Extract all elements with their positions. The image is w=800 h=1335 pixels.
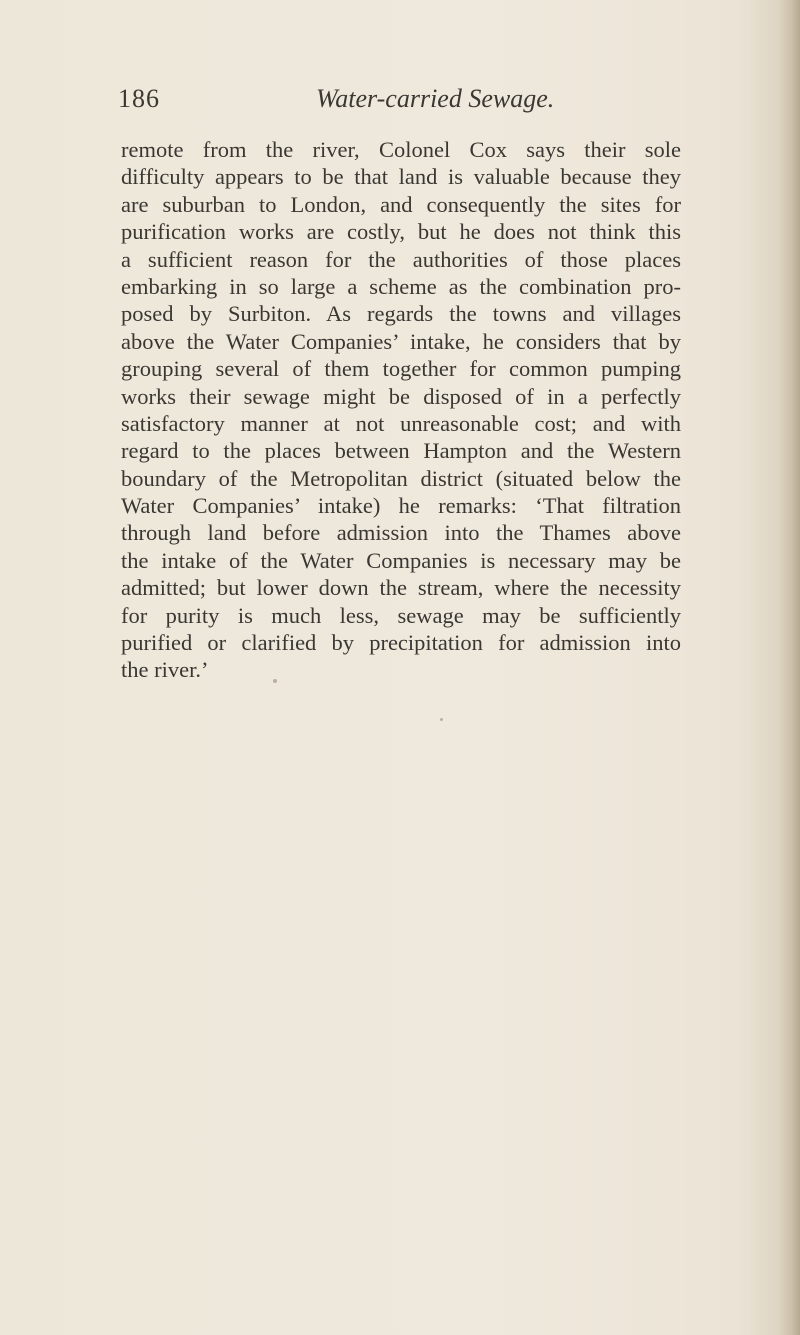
running-head bbox=[118, 84, 678, 118]
ink-speck bbox=[273, 679, 277, 683]
running-title: Water-carried Sewage. bbox=[316, 84, 555, 113]
text-line: Water Companies’ intake) he remarks: ‘That filtration bbox=[121, 493, 681, 519]
text-line: purified or clarified by precipitation for admission into bbox=[121, 630, 681, 656]
body-text bbox=[121, 136, 681, 684]
text-line: boundary of the Metropolitan district (situated below the bbox=[121, 465, 681, 491]
text-line: through land before admission into the Thames above bbox=[121, 520, 681, 546]
text-line: grouping several of them together for common pumping bbox=[121, 356, 681, 382]
text-line: a sufficient reason for the authorities of those places bbox=[121, 246, 681, 272]
text-line: above the Water Companies’ intake, he considers that by bbox=[121, 328, 681, 354]
text-line: satisfactory manner at not unreasonable cost; and with bbox=[121, 410, 681, 436]
text-line: difficulty appears to be that land is valuable because they bbox=[121, 164, 681, 190]
text-line: regard to the places between Hampton and the Western bbox=[121, 438, 681, 464]
page-number: 186 bbox=[118, 84, 160, 113]
text-line: purification works are costly, but he does not think this bbox=[121, 219, 681, 245]
text-line: admitted; but lower down the stream, where the necessity bbox=[121, 575, 681, 601]
ink-speck bbox=[440, 718, 443, 721]
text-line: for purity is much less, sewage may be sufficiently bbox=[121, 602, 681, 628]
text-line: are suburban to London, and consequently the sites for bbox=[121, 191, 681, 217]
text-line: the intake of the Water Companies is necessary may be bbox=[121, 547, 681, 573]
text-line: posed by Surbiton. As regards the towns and villages bbox=[121, 301, 681, 327]
page-edge-shadow bbox=[778, 0, 800, 1335]
text-line: remote from the river, Colonel Cox says their sole bbox=[121, 137, 681, 162]
text-line: works their sewage might be disposed of in a perfectly bbox=[121, 383, 681, 409]
text-line: embarking in so large a scheme as the combination pro- bbox=[121, 273, 681, 299]
text-line: the river.’ bbox=[121, 657, 209, 683]
